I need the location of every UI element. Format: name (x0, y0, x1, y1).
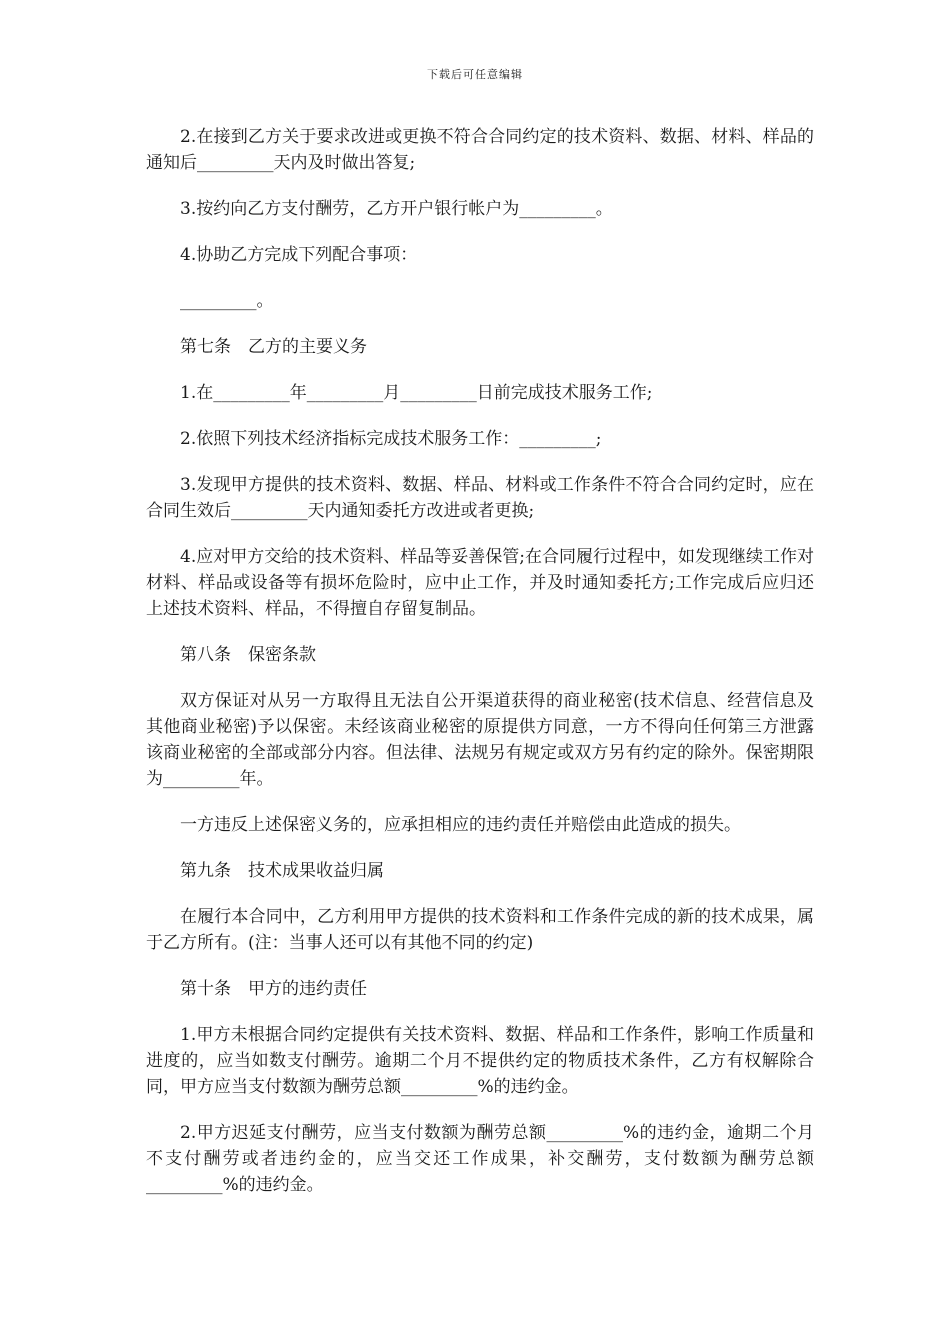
clause-7-item-1: 1.在_________年_________月_________日前完成技术服务工作; (180, 383, 653, 403)
clause-7-item-4: 4.应对甲方交给的技术资料、样品等妥善保管;在合同履行过程中，如发现继续工作对材料、样品或设备等有损坏危险时，应中止工作，并及时通知委托方;工作完成后应归还上述技术资料、样品，不得擅自存留复制品。 (146, 547, 814, 619)
article-10-heading: 第十条 甲方的违约责任 (180, 979, 367, 999)
article-8-heading: 第八条 保密条款 (180, 645, 316, 665)
article-9-heading: 第九条 技术成果收益归属 (180, 861, 384, 881)
page-header-note: 下载后可任意编辑 (427, 68, 523, 81)
clause-10-item-2: 2.甲方迟延支付酬劳，应当支付数额为酬劳总额_________%的违约金，逾期二个月不支付酬劳或者违约金的，应当交还工作成果，补交酬劳，支付数额为酬劳总额_________%的违约金。 (146, 1123, 814, 1195)
clause-10-item-1: 1.甲方未根据合同约定提供有关技术资料、数据、样品和工作条件，影响工作质量和进度的，应当如数支付酬劳。逾期二个月不提供约定的物质技术条件，乙方有权解除合同，甲方应当支付数额为酬劳总额_________%的违约金。 (146, 1025, 814, 1097)
document-body (146, 124, 814, 1218)
clause-7-item-3: 3.发现甲方提供的技术资料、数据、样品、材料或工作条件不符合合同约定时，应在合同生效后_________天内通知委托方改进或者更换; (146, 475, 814, 521)
clause-6-item-4: 4.协助乙方完成下列配合事项： (180, 245, 418, 265)
clause-6-item-2: 2.在接到乙方关于要求改进或更换不符合合同约定的技术资料、数据、材料、样品的通知后_________天内及时做出答复; (146, 127, 814, 173)
article-7-heading: 第七条 乙方的主要义务 (180, 337, 367, 357)
clause-8-liability: 一方违反上述保密义务的，应承担相应的违约责任并赔偿由此造成的损失。 (180, 815, 741, 835)
clause-9-body: 在履行本合同中，乙方利用甲方提供的技术资料和工作条件完成的新的技术成果，属于乙方所有。(注：当事人还可以有其他不同的约定) (146, 907, 814, 953)
clause-8-body: 双方保证对从另一方取得且无法自公开渠道获得的商业秘密(技术信息、经营信息及其他商业秘密)予以保密。未经该商业秘密的原提供方同意，一方不得向任何第三方泄露该商业秘密的全部或部分内容。但法律、法规另有规定或双方另有约定的除外。保密期限为_________年。 (146, 691, 814, 789)
clause-6-item-4-blank: _________。 (180, 291, 274, 311)
clause-6-item-3: 3.按约向乙方支付酬劳，乙方开户银行帐户为_________。 (180, 199, 613, 219)
clause-7-item-2: 2.依照下列技术经济指标完成技术服务工作：_________; (180, 429, 602, 449)
